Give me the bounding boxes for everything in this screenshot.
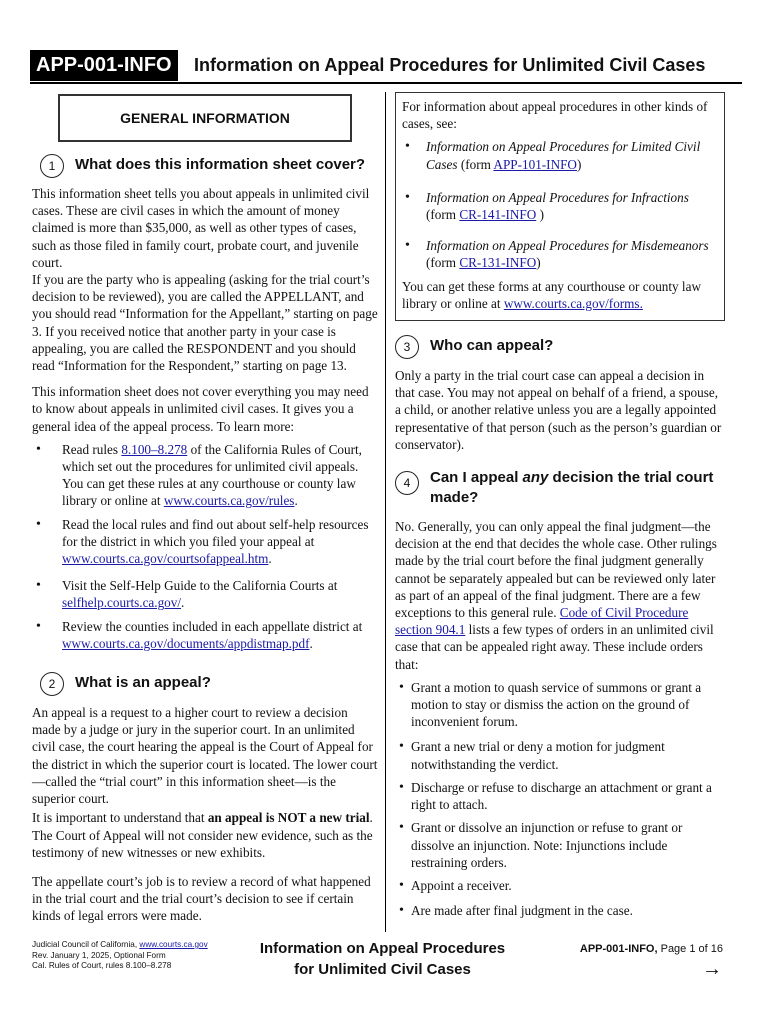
courts-of-appeal-link[interactable]: www.courts.ca.gov/courtsofappeal.htm	[62, 551, 269, 567]
list-item	[402, 138, 718, 172]
list-item	[395, 902, 725, 919]
forms-link[interactable]: www.courts.ca.gov/forms.	[503, 295, 643, 311]
form-number-badge: APP-001-INFO	[30, 50, 178, 81]
text: )	[576, 156, 582, 172]
section-number-badge: 1	[40, 154, 64, 178]
text: (form	[426, 207, 460, 223]
footer-form-number: APP-001-INFO,	[579, 943, 658, 955]
text: Read the local rules and find out about self-help resources for the district in which you filed your appeal at	[62, 516, 369, 549]
list-item	[32, 441, 378, 510]
ccp-904-1-link[interactable]: Code of Civil Procedure section 904.1	[395, 605, 689, 638]
courts-rules-link[interactable]: www.courts.ca.gov/rules	[163, 493, 295, 509]
selfhelp-link[interactable]: selfhelp.courts.ca.gov/	[62, 595, 182, 611]
emphasis: an appeal is NOT a new trial	[207, 810, 370, 826]
appealable-orders-list	[395, 679, 725, 919]
text: Read rules	[62, 441, 122, 457]
text: Grant a new trial or deny a motion for judgment notwithstanding the verdict.	[411, 739, 665, 772]
list-item	[402, 189, 718, 223]
text: Are made after final judgment in the case.	[411, 903, 633, 919]
list-item	[395, 819, 725, 871]
paragraph: If you are the party who is appealing (asking for the trial court’s decision to be reviewed), you are called the APPELLANT, and you should read “Information for the Appellant,” starting on page 3. If you received notice that another party in your case is appealing, you are called the RESPONDENT and you should read “Information for the Respondent,” starting on page 13.	[32, 272, 378, 374]
text: Information on Appeal Procedures for Limited Civil Cases	[426, 139, 701, 172]
text: .	[181, 595, 185, 611]
section-title: What does this information sheet cover?	[75, 156, 366, 173]
other-forms-list	[402, 138, 718, 271]
paragraph	[395, 518, 725, 673]
emphasis: any	[522, 469, 549, 487]
footer-line: Cal. Rules of Court, rules 8.100–8.278	[32, 961, 172, 970]
paragraph: The appellate court’s job is to review a record of what happened in the trial court and the trial court’s decision to see if certain kinds of legal errors were made.	[32, 873, 371, 924]
text: .	[309, 635, 313, 651]
column-divider	[385, 92, 386, 932]
paragraph	[32, 809, 378, 861]
app-101-info-link[interactable]: APP-101-INFO	[493, 156, 577, 172]
footer-title	[250, 938, 515, 980]
paragraph: This information sheet tells you about appeals in unlimited civil cases. These are civil cases in which the amount of money claimed is more than $35,000, as well as other types of cases, such as those filed in family court, probate court, and juvenile court.	[32, 186, 370, 270]
section-number-badge: 2	[40, 672, 64, 696]
section-number-badge: 4	[395, 471, 419, 495]
paragraph: An appeal is a request to a higher court to review a decision made by a judge or jury in the superior court. In an unlimited civil case, the court hearing the appeal is the Court of Appeal for the district in which the superior court is located. The lower court—called the “trial court” in this information sheet—is the superior court.	[32, 705, 378, 807]
section-title	[430, 467, 725, 508]
section-4-heading	[395, 467, 725, 508]
text: Discharge or refuse to discharge an attachment or grant a right to attach.	[411, 779, 712, 813]
text: (form	[426, 255, 460, 271]
left-column	[32, 94, 378, 925]
footer-line	[32, 940, 252, 951]
list-item	[395, 679, 725, 731]
section-2-heading	[32, 672, 378, 696]
text: )	[536, 255, 541, 271]
section-title: What is an appeal?	[75, 674, 211, 692]
text: .	[268, 551, 272, 567]
section-3-heading	[395, 335, 725, 359]
text: (form	[457, 156, 494, 172]
cr-131-info-link[interactable]: CR-131-INFO	[459, 255, 537, 271]
other-case-types-box	[395, 92, 725, 321]
text: .	[294, 493, 298, 509]
text: Judicial Council of California,	[32, 940, 140, 949]
list-item	[395, 877, 725, 894]
paragraph: For information about appeal procedures in other kinds of cases, see:	[402, 99, 708, 132]
text: Grant a motion to quash service of summons or grant a motion to stay or dismiss the action on the ground of inconvenient forum.	[411, 679, 702, 730]
footer-title-line: Information on Appeal Procedures	[259, 940, 506, 957]
text: Can I appeal	[430, 469, 523, 487]
list-item	[32, 577, 378, 611]
learn-more-list	[32, 441, 378, 652]
section-title: Who can appeal?	[430, 337, 554, 355]
district-map-link[interactable]: www.courts.ca.gov/documents/appdistmap.pdf	[62, 635, 310, 651]
text: Visit the Self-Help Guide to the California Courts at	[62, 578, 338, 594]
footer-line: Rev. January 1, 2025, Optional Form	[32, 950, 166, 960]
page-number	[545, 942, 723, 956]
text: . The Court of Appeal will not consider new evidence, such as the testimony of new witnesses or new exhibits.	[32, 810, 373, 860]
section-1-heading	[32, 154, 378, 178]
text: lists a few types of orders in an unlimited civil case that can be appealed right away. These include orders that:	[395, 622, 714, 672]
document-title: Information on Appeal Procedures for Unlimited Civil Cases	[194, 55, 706, 75]
page-header	[30, 46, 742, 84]
paragraph: Only a party in the trial court case can appeal a decision in that case. You may not appeal on behalf of a friend, a spouse, a child, or another relative unless you are a legally appointed representative of that person (such as the person’s guardian or conservator).	[395, 368, 722, 452]
text: Information on Appeal Procedures for Infractions	[426, 189, 689, 205]
text: Appoint a receiver.	[411, 877, 512, 893]
courts-home-link[interactable]: www.courts.ca.gov	[139, 940, 208, 949]
page-count: Page 1 of 16	[657, 943, 723, 955]
paragraph: This information sheet does not cover everything you may need to know about appeals in unlimited civil cases. It gives you a general idea of the appeal process. To learn more:	[32, 384, 369, 434]
list-item	[32, 618, 378, 652]
text: It is important to understand that	[32, 810, 208, 826]
rules-link[interactable]: 8.100–8.278	[121, 441, 188, 457]
footer-citation	[32, 940, 252, 972]
list-item	[32, 516, 378, 568]
text: decision the trial court made?	[430, 469, 714, 507]
footer-title-line: for Unlimited Civil Cases	[294, 961, 471, 978]
list-item	[395, 779, 725, 813]
list-item	[395, 738, 725, 772]
text: )	[536, 207, 544, 223]
general-information-heading: GENERAL INFORMATION	[58, 94, 352, 142]
list-item	[402, 237, 718, 271]
text: Information on Appeal Procedures for Misdemeanors	[426, 238, 709, 254]
text: of the California Rules of Court, which set out the procedures for unlimited civil appeals. You can get these rules at any courthouse or county law library or online at	[62, 441, 362, 509]
text: No. Generally, you can only appeal the final judgment—the decision at the end that decides the whole case. Other rulings made by the trial court before the final judgment generally cannot be separately appealed but can be reviewed only later as part of an appeal of the final judgment. There are a few exceptions to this general rule.	[395, 519, 717, 621]
cr-141-info-link[interactable]: CR-141-INFO	[459, 207, 537, 223]
right-column	[395, 92, 725, 919]
header-rule	[30, 82, 742, 84]
text: Grant or dissolve an injunction or refuse to grant or dissolve an injunction. Note: Injunctions include restraining orders.	[411, 820, 683, 870]
text: You can get these forms at any courthouse or county law library or online at	[402, 278, 701, 311]
paragraph	[402, 278, 718, 312]
text: Review the counties included in each appellate district at	[62, 618, 363, 634]
next-page-arrow-icon[interactable]: →	[702, 958, 722, 980]
section-number-badge: 3	[395, 335, 419, 359]
